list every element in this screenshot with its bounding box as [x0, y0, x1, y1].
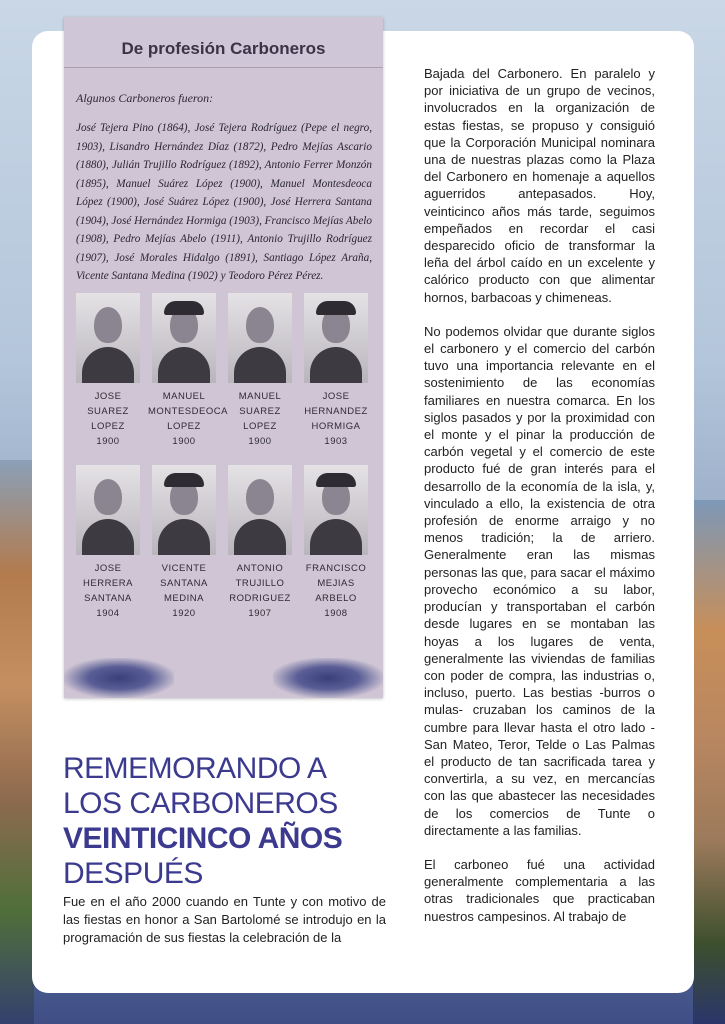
clipping-title: De profesión Carboneros	[121, 39, 326, 58]
portrait-photo	[152, 465, 216, 555]
portrait-photo	[304, 465, 368, 555]
newspaper-clipping	[64, 17, 383, 698]
person-card	[148, 465, 220, 621]
person-caption: MANUEL SUAREZ LOPEZ 1900	[238, 391, 282, 447]
person-card	[224, 293, 296, 449]
person-card	[72, 293, 144, 449]
portrait-photo	[76, 465, 140, 555]
article-headline	[63, 751, 393, 891]
body-paragraph: El carboneo fué una actividad generalmente complementaria a las otras tradicionales que practicaban nuestros campesinos. Al trabajo de	[424, 856, 655, 924]
headline-line: DESPUÉS	[63, 857, 203, 890]
person-caption: JOSE HERRERA SANTANA 1904	[83, 563, 133, 619]
portrait-photo	[76, 293, 140, 383]
portrait-photo	[304, 293, 368, 383]
person-caption: VICENTE SANTANA MEDINA 1920	[160, 563, 208, 619]
article-lead: Fue en el año 2000 cuando en Tunte y con motivo de las fiestas en honor a San Bartolomé se introdujo en la programación de sus fiestas la celebración de la	[63, 894, 386, 945]
person-card	[300, 465, 372, 621]
portrait-grid	[72, 293, 376, 653]
person-card	[224, 465, 296, 621]
portrait-photo	[228, 465, 292, 555]
person-caption: JOSE HERNANDEZ HORMIGA 1903	[304, 391, 368, 447]
person-card	[300, 293, 372, 449]
clipping-name-list: José Tejera Pino (1864), José Tejera Rodríguez (Pepe el negro, 1903), Lisandro Hernández Díaz (1872), Pedro Mejías Ascario (1880), Julián Trujillo Rodríguez (1892), Antonio Ferrer Monzón (1895), Manuel Suárez López (1900), Manuel Montesdeoca López (1900), José Suárez López (1900), José Herrera Santana (1904), José Hernández Hormiga (1903), Francisco Mejías Abelo (1908), Pedro Mejías Abelo (1911), Antonio Trujillo Rodríguez (1907), José Morales Hidalgo (1891), Santiago López Araña, Vicente Santana Medina (1902) y Teodoro Pérez Pérez.	[76, 122, 372, 282]
background-village-right	[693, 500, 725, 1024]
background-village-left	[0, 460, 34, 1024]
portrait-photo	[152, 293, 216, 383]
decorative-flowers-right	[273, 658, 383, 698]
person-card	[148, 293, 228, 449]
person-card	[72, 465, 144, 621]
clipping-intro: Algunos Carboneros fueron:	[76, 91, 214, 105]
person-caption: JOSE SUAREZ LOPEZ 1900	[87, 391, 129, 447]
person-caption: FRANCISCO MEJIAS ARBELO 1908	[305, 563, 367, 619]
decorative-flowers-left	[64, 658, 174, 698]
headline-line-bold: VEINTICINCO AÑOS	[63, 822, 343, 855]
person-caption: ANTONIO TRUJILLO RODRIGUEZ 1907	[229, 563, 291, 619]
headline-line: LOS CARBONEROS	[63, 787, 338, 820]
body-paragraph: No podemos olvidar que durante siglos el carbonero y el comercio del carbón tuvo una importancia relevante en el sostenimiento de las economías familiares en nuestra comarca. En los siglos pasados y por la proximidad con el monte y el pinar la producción de carbón vegetal y el comercio de este producto fué de gran interés para el desarrollo de la economía de la isla, y, vinculado a ello, la existencia de otra profesión de enorme arraigo y no menos tradición; la de arriero. Generalmente eran las mismas personas las que, para sacar el máximo provecho económico a su labor, producían y transportaban el carbón desde lugares en se montaban las hoyas a los lugares de venta, generalmente las viviendas de familias con poder de compra, las industrias o, incluso, puerto. Las bestias -burros o mulas- cruzaban los caminos de la cumbre para llevar hasta el otro lado -San Mateo, Teror, Telde o Las Palmas el producto de tan sacrificada tarea y convertirla, a su vez, en mercancías con las que abastecer las necesidades de los comercios de Tunte o directamente a las familias.	[424, 323, 655, 838]
headline-line: REMEMORANDO A	[63, 752, 327, 785]
person-caption: MANUEL MONTESDEOCA LOPEZ 1900	[148, 391, 228, 447]
article-body-column	[424, 65, 655, 942]
body-paragraph: Bajada del Carbonero. En paralelo y por iniciativa de un grupo de vecinos, involucrados en la organización de estas fiestas, se propuso y consiguió que la Corporación Municipal nominara una de nuestras plazas como la Plaza del Carbonero en homenaje a aquellos aguerridos antepasados. Hoy, veinticinco años más tarde, seguimos empeñados en recordar el casi desparecido oficio de transformar la leña del árbol caído en un excelente y calórico producto con que alimentar hornos, barbacoas y chimeneas.	[424, 66, 655, 305]
portrait-photo	[228, 293, 292, 383]
